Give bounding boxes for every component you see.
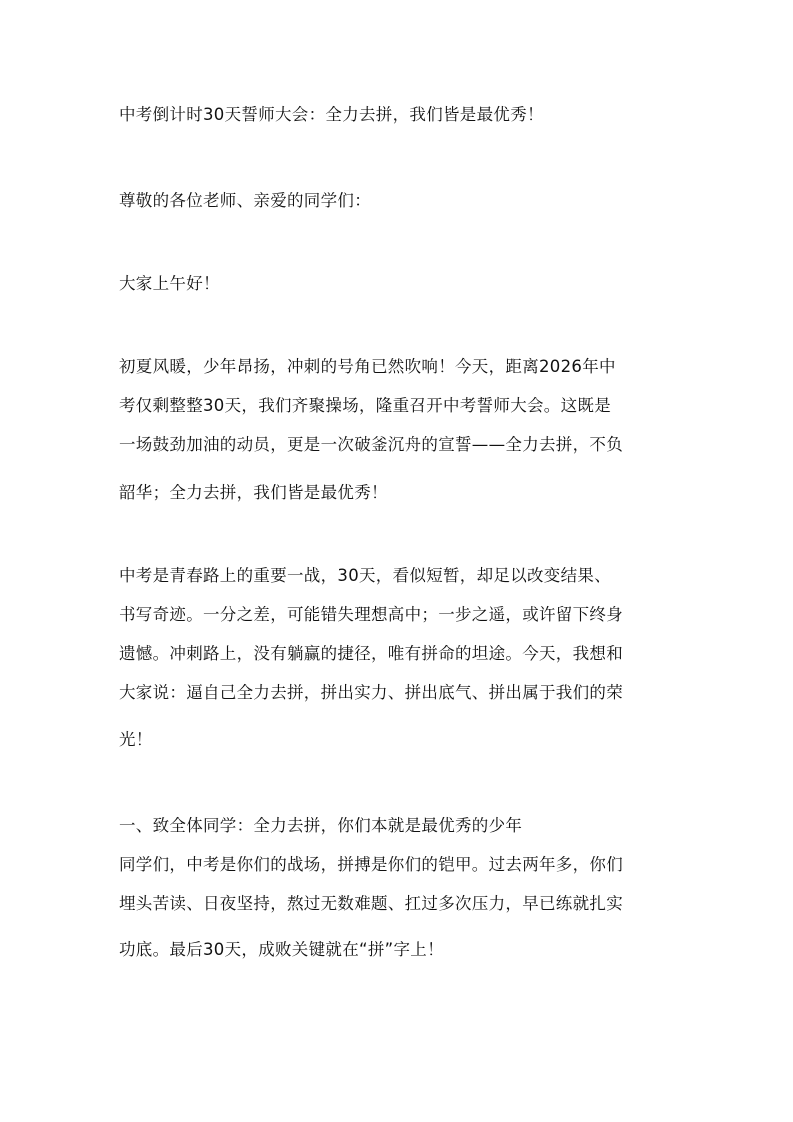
paragraph-line: 中考是青春路上的重要一战，30天，看似短暂，却足以改变结果、 (119, 566, 611, 585)
document-title: 中考倒计时30天誓师大会：全力去拼，我们皆是最优秀！ (119, 105, 544, 124)
section-heading: 一、致全体同学：全力去拼，你们本就是最优秀的少年 (119, 816, 523, 835)
paragraph-line: 光！ (119, 730, 153, 749)
paragraph-line: 埋头苦读、日夜坚持，熬过无数难题、扛过多次压力，早已练就扎实 (119, 894, 623, 913)
paragraph-line: 书写奇迹。一分之差，可能错失理想高中；一步之遥，或许留下终身 (119, 605, 623, 624)
paragraph-line: 同学们，中考是你们的战场，拼搏是你们的铠甲。过去两年多，你们 (119, 855, 623, 874)
paragraph-line: 韶华；全力去拼，我们皆是最优秀！ (119, 483, 388, 502)
paragraph-line: 大家说：逼自己全力去拼，拼出实力、拼出底气、拼出属于我们的荣 (119, 683, 623, 702)
paragraph-line: 一场鼓劲加油的动员，更是一次破釜沉舟的宣誓——全力去拼，不负 (119, 435, 623, 454)
paragraph-line: 初夏风暖，少年昂扬，冲刺的号角已然吹响！今天，距离2026年中 (119, 357, 616, 376)
greeting: 大家上午好！ (119, 274, 220, 293)
paragraph-line: 遗憾。冲刺路上，没有躺赢的捷径，唯有拼命的坦途。今天，我想和 (119, 644, 623, 663)
salutation: 尊敬的各位老师、亲爱的同学们： (119, 191, 371, 210)
paragraph-line: 功底。最后30天，成败关键就在“拼”字上！ (119, 940, 444, 959)
paragraph-line: 考仅剩整整30天，我们齐聚操场，隆重召开中考誓师大会。这既是 (119, 396, 611, 415)
